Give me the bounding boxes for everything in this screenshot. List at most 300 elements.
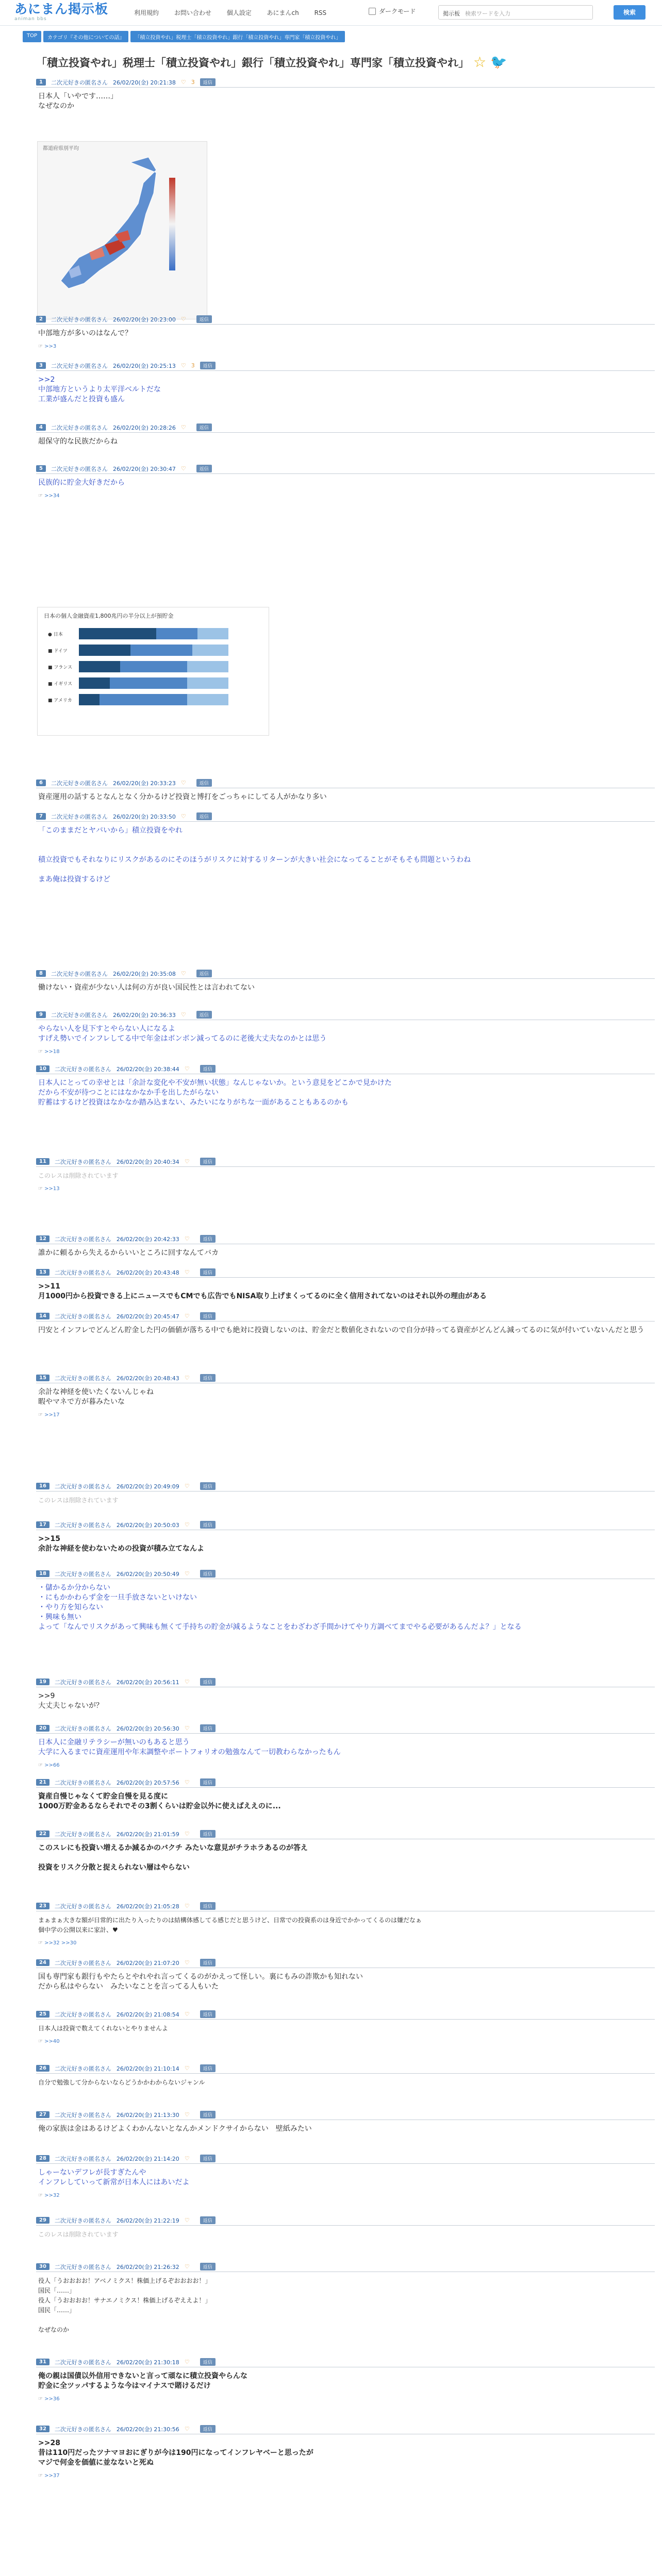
reply-links[interactable]: >>32 bbox=[44, 2193, 60, 2198]
reply-button[interactable]: 返信 bbox=[200, 1374, 216, 1382]
post-line: よって「なんでリスクがあって興味も無くて手持ちの貯金が減るようなことをわざわざ手間かけてやり方調べてまでやる必要があるんだよ？」となる bbox=[38, 1623, 522, 1631]
post-header bbox=[36, 1234, 655, 1244]
post-number[interactable]: 5 bbox=[36, 465, 46, 472]
post-header bbox=[36, 1373, 655, 1383]
post-9 bbox=[36, 1010, 655, 1055]
japan-map-image bbox=[37, 141, 207, 319]
reply-button[interactable]: 返信 bbox=[200, 2425, 216, 2433]
post-body bbox=[36, 1691, 655, 1711]
post-number[interactable]: 7 bbox=[36, 813, 46, 820]
post-body bbox=[36, 1738, 655, 1757]
reply-button[interactable]: 返信 bbox=[200, 1830, 216, 1838]
twitter-icon[interactable]: 🐦 bbox=[490, 54, 507, 70]
reply-links[interactable]: >>66 bbox=[44, 1762, 60, 1768]
post-line: このレスは削除されています bbox=[38, 2231, 119, 2238]
reply-button[interactable]: 返信 bbox=[196, 812, 212, 820]
post-number[interactable]: 22 bbox=[36, 1831, 49, 1837]
poster-name: 二次元好きの匿名さん bbox=[54, 1679, 111, 1686]
post-line: 国も専門家も銀行もやたらとやれやれ言ってくるのがかえって怪しい。裏にもみの詐欺かも知れない bbox=[38, 1973, 363, 1981]
post-body bbox=[36, 92, 655, 111]
post-body bbox=[36, 1534, 655, 1554]
heart-icon[interactable]: ♡ bbox=[180, 362, 186, 369]
post-number[interactable]: 2 bbox=[36, 316, 46, 323]
reply-button[interactable]: 返信 bbox=[200, 1724, 216, 1732]
like-count: 3 bbox=[191, 362, 195, 369]
post-line: 日本人にとっての幸せとは「余計な変化や不安が無い状態」なんじゃないか。という意見をどこかで見かけた bbox=[38, 1079, 392, 1087]
post-number[interactable]: 29 bbox=[36, 2217, 49, 2224]
reply-button[interactable]: 返信 bbox=[200, 2216, 216, 2224]
reply-button[interactable]: 返信 bbox=[196, 970, 212, 977]
post-line: 工業が盛んだと投資も盛ん bbox=[38, 395, 125, 403]
post-21 bbox=[36, 1777, 655, 1811]
breadcrumb-thread[interactable]: 「積立投資やれ」税理士「積立投資やれ」銀行「積立投資やれ」専門家「積立投資やれ」 bbox=[130, 31, 345, 42]
post-header bbox=[36, 2357, 655, 2367]
poster-name: 二次元好きの匿名さん bbox=[54, 2155, 111, 2162]
heart-icon[interactable]: ♡ bbox=[180, 1011, 186, 1018]
post-body bbox=[36, 1916, 655, 1935]
post-date: 26/02/20(金) 21:30:18 bbox=[116, 2359, 179, 2366]
post-5 bbox=[36, 464, 655, 499]
post-date: 26/02/20(金) 20:45:47 bbox=[116, 1313, 179, 1320]
post-number[interactable]: 24 bbox=[36, 1959, 49, 1966]
post-body bbox=[36, 1792, 655, 1811]
post-7 bbox=[36, 811, 655, 885]
post-number[interactable]: 14 bbox=[36, 1313, 49, 1319]
search-button[interactable]: 検索 bbox=[614, 5, 646, 20]
heart-icon[interactable]: ♡ bbox=[184, 1158, 190, 1165]
post-line: 「このままだとヤバいから」積立投資をやれ bbox=[38, 826, 183, 835]
heart-icon[interactable]: ♡ bbox=[184, 1779, 190, 1786]
post-date: 26/02/20(金) 20:25:13 bbox=[112, 362, 176, 369]
post-number[interactable]: 8 bbox=[36, 970, 46, 977]
post-6 bbox=[36, 778, 655, 802]
post-line: 民族的に貯金大好きだから bbox=[38, 479, 125, 487]
reply-button[interactable]: 返信 bbox=[196, 779, 212, 787]
post-replies[interactable] bbox=[36, 2039, 655, 2044]
reply-links[interactable]: >>17 bbox=[44, 1412, 60, 1418]
post-header bbox=[36, 361, 655, 371]
post-header bbox=[36, 77, 655, 88]
poster-name: 二次元好きの匿名さん bbox=[51, 424, 108, 431]
poster-name: 二次元好きの匿名さん bbox=[51, 1011, 108, 1019]
post-line: 1000万貯金あるならそれでその3割くらいは貯金以外に使えばええのに... bbox=[38, 1802, 281, 1810]
reply-hand-icon: ☞ bbox=[38, 1940, 45, 1946]
post-line: >>11 bbox=[38, 1282, 60, 1291]
heart-icon[interactable]: ♡ bbox=[184, 1725, 190, 1732]
post-body bbox=[36, 2438, 655, 2468]
post-body bbox=[36, 1583, 655, 1632]
dark-mode-checkbox[interactable] bbox=[369, 8, 376, 15]
post-line: まあ俺は投資するけど bbox=[38, 875, 110, 884]
heart-icon[interactable]: ♡ bbox=[180, 813, 186, 820]
post-line: ・儲かるか分からない bbox=[38, 1584, 110, 1592]
heart-icon[interactable]: ♡ bbox=[180, 779, 186, 786]
post-30 bbox=[36, 2262, 655, 2335]
post-20 bbox=[36, 1723, 655, 1768]
post-header bbox=[36, 1723, 655, 1734]
post-line: >>2 bbox=[38, 376, 55, 384]
reply-hand-icon: ☞ bbox=[38, 2193, 45, 2198]
post-header bbox=[36, 2009, 655, 2020]
post-date: 26/02/20(金) 20:30:47 bbox=[112, 465, 176, 472]
post-line: 昔は110円だったツナマヨおにぎりが今は190円になってインフレヤベーと思ったが bbox=[38, 2449, 313, 2457]
poster-name: 二次元好きの匿名さん bbox=[54, 1065, 111, 1073]
post-replies[interactable] bbox=[36, 1186, 655, 1192]
post-27 bbox=[36, 2110, 655, 2134]
post-line: なぜなのか bbox=[38, 102, 74, 110]
post-date: 26/02/20(金) 21:10:14 bbox=[116, 2065, 179, 2072]
breadcrumb-category[interactable]: カテゴリ『その他についての話』 bbox=[43, 31, 128, 42]
post-number[interactable]: 26 bbox=[36, 2065, 49, 2072]
reply-button[interactable]: 返信 bbox=[200, 362, 216, 369]
reply-links[interactable]: >>18 bbox=[44, 1049, 60, 1055]
post-line: ・興味も無い bbox=[38, 1613, 81, 1621]
post-replies[interactable] bbox=[36, 1412, 655, 1418]
post-replies[interactable] bbox=[36, 2193, 655, 2198]
heart-icon[interactable]: ♡ bbox=[184, 1235, 190, 1242]
reply-button[interactable]: 返信 bbox=[196, 1011, 212, 1019]
heart-icon[interactable]: ♡ bbox=[184, 2263, 190, 2270]
post-line: 中部地方というより太平洋ベルトだな bbox=[38, 385, 161, 394]
post-line bbox=[38, 845, 655, 855]
post-number[interactable]: 17 bbox=[36, 1521, 49, 1528]
post-replies[interactable] bbox=[36, 1762, 655, 1768]
nav-terms[interactable]: 利用規約 bbox=[134, 9, 159, 16]
search-input[interactable] bbox=[438, 5, 593, 20]
heart-icon[interactable]: ♡ bbox=[184, 1483, 190, 1489]
post-4 bbox=[36, 422, 655, 447]
post-31 bbox=[36, 2357, 655, 2402]
post-date: 26/02/20(金) 20:48:43 bbox=[116, 1375, 179, 1382]
post-body bbox=[36, 1282, 655, 1301]
post-date: 26/02/20(金) 20:35:08 bbox=[112, 970, 176, 977]
reply-button[interactable]: 返信 bbox=[200, 1678, 216, 1686]
reply-button[interactable]: 返信 bbox=[200, 1482, 216, 1490]
heart-icon[interactable]: ♡ bbox=[184, 2011, 190, 2018]
poster-name: 二次元好きの匿名さん bbox=[54, 1375, 111, 1382]
heart-icon[interactable]: ♡ bbox=[180, 970, 186, 977]
reply-hand-icon: ☞ bbox=[38, 1762, 45, 1768]
heart-icon[interactable]: ♡ bbox=[184, 1065, 190, 1072]
heart-icon[interactable]: ♡ bbox=[184, 2111, 190, 2118]
post-number[interactable]: 16 bbox=[36, 1483, 49, 1489]
svg-text:■ ドイツ: ■ ドイツ bbox=[48, 649, 68, 654]
heart-icon[interactable]: ♡ bbox=[180, 424, 186, 431]
search-scope-select[interactable]: 掲示板 bbox=[443, 10, 460, 17]
post-replies[interactable] bbox=[36, 1049, 655, 1055]
heart-icon[interactable]: ♡ bbox=[180, 465, 186, 472]
reply-button[interactable]: 返信 bbox=[196, 465, 212, 472]
post-header bbox=[36, 314, 655, 325]
post-date: 26/02/20(金) 20:36:33 bbox=[112, 1011, 176, 1019]
post-number[interactable]: 31 bbox=[36, 2359, 49, 2365]
post-25 bbox=[36, 2009, 655, 2044]
thread-title-text: 「積立投資やれ」税理士「積立投資やれ」銀行「積立投資やれ」専門家「積立投資やれ」 bbox=[36, 56, 469, 69]
post-number[interactable]: 3 bbox=[36, 362, 46, 369]
post-line bbox=[38, 865, 655, 875]
poster-name: 二次元好きの匿名さん bbox=[54, 2111, 111, 2119]
post-body bbox=[36, 1078, 655, 1108]
heart-icon[interactable]: ♡ bbox=[184, 1831, 190, 1837]
post-line bbox=[38, 1853, 655, 1863]
post-line: 月1000円から投資できる上にニュースでもCMでも広告でもNISA取り上げまくってるのに全く信用されてないのはそれ以外の理由がある bbox=[38, 1292, 487, 1300]
post-24 bbox=[36, 1958, 655, 1992]
reply-hand-icon: ☞ bbox=[38, 1412, 45, 1418]
post-date: 26/02/20(金) 21:01:59 bbox=[116, 1831, 179, 1838]
poster-name: 二次元好きの匿名さん bbox=[51, 813, 108, 820]
post-26 bbox=[36, 2063, 655, 2088]
poster-name: 二次元好きの匿名さん bbox=[51, 79, 108, 86]
post-number[interactable]: 30 bbox=[36, 2263, 49, 2270]
post-date: 26/02/20(金) 20:50:03 bbox=[116, 1521, 179, 1529]
reply-button[interactable]: 返信 bbox=[200, 2358, 216, 2366]
post-number[interactable]: 25 bbox=[36, 2011, 49, 2018]
post-number[interactable]: 20 bbox=[36, 1725, 49, 1732]
post-body bbox=[36, 1171, 655, 1181]
post-number[interactable]: 15 bbox=[36, 1375, 49, 1381]
reply-links[interactable]: >>34 bbox=[44, 493, 60, 499]
post-number[interactable]: 6 bbox=[36, 779, 46, 786]
heart-icon[interactable]: ♡ bbox=[184, 1521, 190, 1528]
nav-settings[interactable]: 個人設定 bbox=[226, 9, 252, 16]
reply-button[interactable]: 返信 bbox=[196, 423, 212, 431]
post-body bbox=[36, 1972, 655, 1992]
reply-button[interactable]: 返信 bbox=[200, 1778, 216, 1786]
post-12 bbox=[36, 1234, 655, 1258]
reply-hand-icon: ☞ bbox=[38, 1049, 45, 1055]
poster-name: 二次元好きの匿名さん bbox=[54, 2359, 111, 2366]
reply-button[interactable]: 返信 bbox=[200, 78, 216, 86]
post-number[interactable]: 11 bbox=[36, 1158, 49, 1165]
post-replies[interactable] bbox=[36, 344, 655, 349]
reply-links[interactable]: >>32 >>30 bbox=[44, 1940, 77, 1946]
poster-name: 二次元好きの匿名さん bbox=[54, 1269, 111, 1276]
post-replies[interactable] bbox=[36, 2396, 655, 2402]
reply-button[interactable]: 返信 bbox=[200, 2263, 216, 2270]
heart-icon[interactable]: ♡ bbox=[184, 2217, 190, 2224]
reply-button[interactable]: 返信 bbox=[200, 1065, 216, 1073]
post-body bbox=[36, 1387, 655, 1407]
post-line: ・やり方を知らない bbox=[38, 1603, 103, 1612]
post-header bbox=[36, 2262, 655, 2272]
post-header bbox=[36, 2424, 655, 2434]
post-number[interactable]: 19 bbox=[36, 1679, 49, 1685]
poster-name: 二次元好きの匿名さん bbox=[54, 1570, 111, 1578]
map-title: 都道府県別平均 bbox=[43, 146, 79, 151]
poster-name: 二次元好きの匿名さん bbox=[54, 1779, 111, 1786]
post-number[interactable]: 23 bbox=[36, 1903, 49, 1909]
poster-name: 二次元好きの匿名さん bbox=[51, 465, 108, 472]
reply-button[interactable]: 返信 bbox=[200, 1521, 216, 1529]
post-number[interactable]: 9 bbox=[36, 1011, 46, 1018]
post-number[interactable]: 4 bbox=[36, 424, 46, 431]
post-date: 26/02/20(金) 20:57:56 bbox=[116, 1779, 179, 1786]
heart-icon[interactable]: ♡ bbox=[184, 2065, 190, 2072]
post-line: 積立投資でもそれなりにリスクがあるのにそのほうがリスクに対するリターンが大きい社会になってることがそもそも問題というわね bbox=[38, 856, 471, 864]
chart-title: 日本の個人金融資産1,800兆円の半分以上が預貯金 bbox=[44, 613, 174, 619]
post-line: 役人「うおおおお！サナエノミクス！株価上げるぞええよ！」 bbox=[38, 2297, 211, 2304]
site-logo[interactable] bbox=[14, 2, 108, 22]
reply-button[interactable]: 返信 bbox=[196, 315, 212, 323]
heart-icon[interactable]: ♡ bbox=[184, 2155, 190, 2162]
post-body bbox=[36, 2230, 655, 2240]
poster-name: 二次元好きの匿名さん bbox=[51, 362, 108, 369]
post-19 bbox=[36, 1677, 655, 1711]
reply-hand-icon: ☞ bbox=[38, 2039, 45, 2044]
nav-contact[interactable]: お問い合わせ bbox=[174, 9, 211, 16]
reply-button[interactable]: 返信 bbox=[200, 1902, 216, 1910]
post-line: 誰かに頼るから失えるからいいところに回すなんてバカ bbox=[38, 1249, 219, 1257]
poster-name: 二次元好きの匿名さん bbox=[54, 1483, 111, 1490]
post-number[interactable]: 1 bbox=[36, 79, 46, 86]
post-body bbox=[36, 1843, 655, 1873]
heart-icon[interactable]: ♡ bbox=[180, 316, 186, 323]
post-line: やらない人を見下すとやらない人になるよ bbox=[38, 1025, 175, 1033]
heart-icon[interactable]: ♡ bbox=[184, 2426, 190, 2432]
post-date: 26/02/20(金) 20:56:11 bbox=[116, 1679, 179, 1686]
reply-button[interactable]: 返信 bbox=[200, 1312, 216, 1320]
post-line: このレスは削除されています bbox=[38, 1497, 119, 1504]
post-date: 26/02/20(金) 21:30:56 bbox=[116, 2426, 179, 2433]
post-header bbox=[36, 2110, 655, 2120]
post-line bbox=[38, 836, 655, 845]
reply-hand-icon: ☞ bbox=[38, 2473, 45, 2479]
heart-icon[interactable]: ♡ bbox=[184, 1679, 190, 1685]
reply-button[interactable]: 返信 bbox=[200, 1570, 216, 1578]
nav-animanch[interactable]: あにまんch bbox=[267, 9, 299, 16]
logo-subtext: animan bbs bbox=[14, 16, 47, 22]
reply-links[interactable]: >>13 bbox=[44, 1186, 60, 1192]
post-line: >>9 bbox=[38, 1692, 55, 1700]
post-number[interactable]: 28 bbox=[36, 2155, 49, 2162]
reply-hand-icon: ☞ bbox=[38, 2396, 45, 2402]
post-replies[interactable] bbox=[36, 1940, 655, 1946]
post-header bbox=[36, 1958, 655, 1968]
post-line: 役人「うおおおお！アベノミクス！株価上げるぞおおおお！」 bbox=[38, 2277, 211, 2284]
post-line: 個中学の公開以来に家計、♥ bbox=[38, 1926, 118, 1934]
post-number[interactable]: 13 bbox=[36, 1269, 49, 1276]
post-body bbox=[36, 2371, 655, 2391]
post-date: 26/02/20(金) 20:33:23 bbox=[112, 779, 176, 787]
reply-button[interactable]: 返信 bbox=[200, 1268, 216, 1276]
post-header bbox=[36, 1520, 655, 1530]
post-header bbox=[36, 969, 655, 979]
heart-icon[interactable]: ♡ bbox=[184, 1570, 190, 1577]
post-line: 国民「……」 bbox=[38, 2287, 76, 2294]
post-date: 26/02/20(金) 21:05:28 bbox=[116, 1903, 179, 1910]
post-line: すげえ勢いでインフレしてる中で年金はボンボン減ってるのに老後大丈夫なのかとは思う bbox=[38, 1035, 327, 1043]
post-header bbox=[36, 1010, 655, 1020]
post-header bbox=[36, 1311, 655, 1321]
post-3 bbox=[36, 361, 655, 404]
post-number[interactable]: 32 bbox=[36, 2426, 49, 2432]
post-line: このスレにも投資い増えるか減るかのバクチ みたいな意見がチラホラあるのが答え bbox=[38, 1844, 308, 1852]
post-body bbox=[36, 2168, 655, 2188]
poster-name: 二次元好きの匿名さん bbox=[54, 1903, 111, 1910]
reply-button[interactable]: 返信 bbox=[200, 2155, 216, 2162]
dark-mode-toggle[interactable] bbox=[369, 7, 416, 15]
heart-icon[interactable]: ♡ bbox=[184, 1903, 190, 1909]
reply-button[interactable]: 返信 bbox=[200, 1235, 216, 1243]
reply-links[interactable]: >>37 bbox=[44, 2473, 60, 2479]
post-line: だから不安が待つことにはなかなか手を出したがらない bbox=[38, 1089, 219, 1097]
heart-icon[interactable]: ♡ bbox=[184, 2359, 190, 2365]
post-date: 26/02/20(金) 20:21:38 bbox=[112, 79, 176, 86]
poster-name: 二次元好きの匿名さん bbox=[54, 1313, 111, 1320]
poster-name: 二次元好きの匿名さん bbox=[51, 316, 108, 323]
nav-rss[interactable]: RSS bbox=[314, 9, 327, 16]
poster-name: 二次元好きの匿名さん bbox=[54, 2065, 111, 2072]
reply-links[interactable]: >>3 bbox=[44, 344, 57, 349]
post-line: しゃーないデフレが長すぎたんや bbox=[38, 2168, 146, 2177]
poster-name: 二次元好きの匿名さん bbox=[54, 1831, 111, 1838]
post-line: 貯蓄はするけど投資はなかなか踏み込まない、みたいになりがちな一面があることもあるのかも bbox=[38, 1098, 349, 1107]
post-replies[interactable] bbox=[36, 493, 655, 499]
post-body bbox=[36, 2024, 655, 2033]
heart-icon[interactable]: ♡ bbox=[184, 1313, 190, 1319]
post-replies[interactable] bbox=[36, 2473, 655, 2479]
post-1 bbox=[36, 77, 655, 111]
post-number[interactable]: 27 bbox=[36, 2111, 49, 2118]
reply-button[interactable]: 返信 bbox=[200, 2111, 216, 2119]
post-line: 暇やマネで方が暮みたいな bbox=[38, 1398, 125, 1406]
post-date: 26/02/20(金) 20:42:33 bbox=[116, 1235, 179, 1243]
savings-chart-image bbox=[37, 607, 269, 736]
reply-button[interactable]: 返信 bbox=[200, 2064, 216, 2072]
post-body bbox=[36, 2124, 655, 2134]
poster-name: 二次元好きの匿名さん bbox=[54, 2263, 111, 2270]
reply-links[interactable]: >>40 bbox=[44, 2039, 60, 2044]
post-header bbox=[36, 811, 655, 822]
post-number[interactable]: 21 bbox=[36, 1779, 49, 1786]
post-body bbox=[36, 1024, 655, 1044]
post-number[interactable]: 10 bbox=[36, 1065, 49, 1072]
post-number[interactable]: 18 bbox=[36, 1570, 49, 1577]
post-date: 26/02/20(金) 20:56:30 bbox=[116, 1725, 179, 1732]
poster-name: 二次元好きの匿名さん bbox=[54, 1158, 111, 1165]
star-icon[interactable]: ☆ bbox=[473, 54, 487, 71]
post-header bbox=[36, 778, 655, 788]
post-line: 大学に入るまでに資産運用や年末調整やポートフォリオの勉強なんて一切教わらなかったもん bbox=[38, 1748, 341, 1756]
poster-name: 二次元好きの匿名さん bbox=[54, 1521, 111, 1529]
post-number[interactable]: 12 bbox=[36, 1235, 49, 1242]
reply-button[interactable]: 返信 bbox=[200, 1959, 216, 1967]
reply-links[interactable]: >>36 bbox=[44, 2396, 60, 2402]
heart-icon[interactable]: ♡ bbox=[184, 1269, 190, 1276]
post-date: 26/02/20(金) 20:23:00 bbox=[112, 316, 176, 323]
post-body bbox=[36, 375, 655, 404]
search-placeholder: 検索ワードを入力 bbox=[465, 10, 510, 17]
heart-icon[interactable]: ♡ bbox=[184, 1375, 190, 1381]
post-header bbox=[36, 1157, 655, 1167]
reply-button[interactable]: 返信 bbox=[200, 1158, 216, 1165]
post-line: 円安とインフレでどんどん貯金した円の価値が落ちる中でも絶対に投資しないのは、貯金だと数値化されないので自分が持ってる資産がどんどん減ってるのに気が付いていないんだと思う bbox=[38, 1326, 644, 1334]
post-date: 26/02/20(金) 20:40:34 bbox=[116, 1158, 179, 1165]
breadcrumb-top[interactable]: TOP bbox=[23, 31, 41, 42]
post-32 bbox=[36, 2424, 655, 2479]
post-18 bbox=[36, 1569, 655, 1632]
post-body bbox=[36, 983, 655, 993]
post-header bbox=[36, 2215, 655, 2226]
post-header bbox=[36, 464, 655, 474]
post-line: 日本人に金融リテラシーが無いのもあると思う bbox=[38, 1738, 190, 1747]
poster-name: 二次元好きの匿名さん bbox=[54, 1725, 111, 1732]
heart-icon[interactable]: ♡ bbox=[180, 79, 186, 86]
post-body bbox=[36, 826, 655, 885]
post-body bbox=[36, 1248, 655, 1258]
reply-button[interactable]: 返信 bbox=[200, 2010, 216, 2018]
heart-icon[interactable]: ♡ bbox=[184, 1959, 190, 1966]
